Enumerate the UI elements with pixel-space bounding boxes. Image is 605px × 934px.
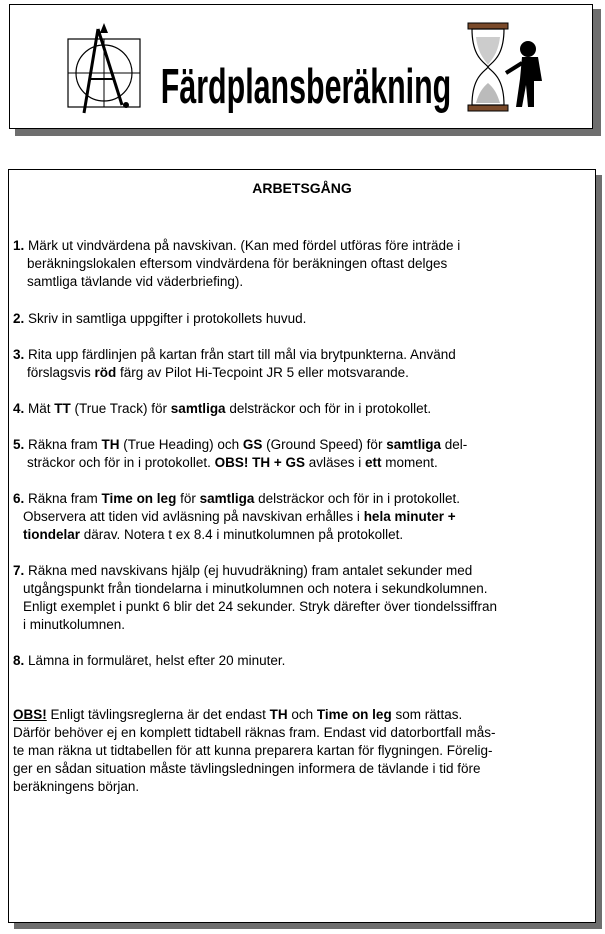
section-title: ARBETSGÅNG [252, 180, 352, 196]
obs-note: OBS! Enligt tävlingsreglerna är det endast TH och Time on leg som rättas. Därför behöver ej en komplett tidtabell räknas fram. Endast vid datorbortfall mås- te man räkna ut tidtabellen för att kunna preparera kartan för flygningen. Förelig- ger en sådan situation måste tävlingsledningen informera de tävlande i tid före beräkningens början. [13, 707, 496, 794]
step-4: 4. Mät TT (True Track) för samtliga delsträckor och för in i protokollet. [13, 401, 432, 416]
step-8: 8. Lämna in formuläret, helst efter 20 minuter. [13, 653, 286, 668]
step-1: 1. Märk ut vindvärdena på navskivan. (Kan med fördel utföras före inträde i beräkningslokalen eftersom vindvärdena för beräkningen oftast delges samtliga tävlande vid väderbriefing). [13, 238, 461, 289]
page-title-art [160, 15, 452, 125]
instructions-panel [8, 169, 596, 923]
step-7: 7. Räkna med navskivans hjälp (ej huvudräkning) fram antalet sekunder med utgångspunkt från tiondelarna i minutkolumnen och notera i sekundkolumnen. Enligt exemplet i punkt 6 blir det 24 sekunder. Stryk därefter över tiondelssiffran i minutkolumnen. [13, 563, 498, 632]
step-3: 3. Rita upp färdlinjen på kartan från start till mål via brytpunkterna. Använd förslagsvis röd färg av Pilot Hi-Tecpoint JR 5 eller motsvarande. [13, 347, 456, 380]
hourglass-icon [460, 19, 560, 119]
step-2: 2. Skriv in samtliga uppgifter i protokollets huvud. [13, 311, 307, 326]
header-box [9, 4, 593, 129]
page-title: Färdplansberäkning [160, 58, 452, 114]
compass-icon [60, 19, 150, 119]
obs-label: OBS! [13, 707, 47, 722]
step-5: 5. Räkna fram TH (True Heading) och GS (Ground Speed) för samtliga del- sträckor och för in i protokollet. OBS! TH + GS avläses i ett moment. [13, 437, 468, 470]
step-6: 6. Räkna fram Time on leg för samtliga delsträckor och för in i protokollet. Observera att tiden vid avläsning på navskivan erhålles i hela minuter + tiondelar därav. Notera t ex 8.4 i minutkolumnen på protokollet. [13, 491, 460, 542]
